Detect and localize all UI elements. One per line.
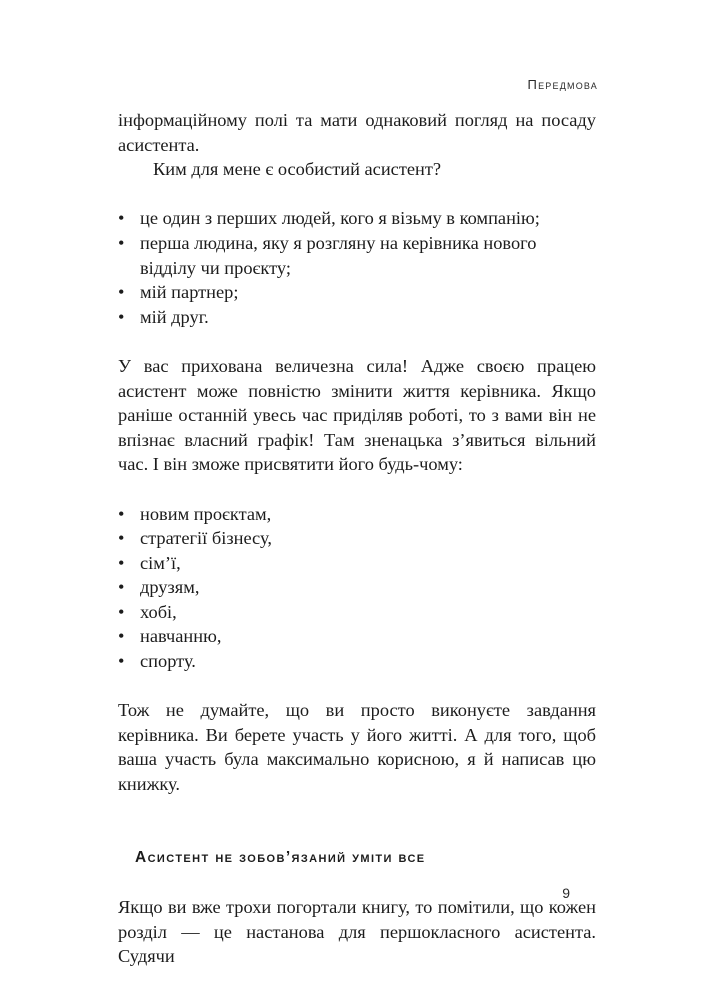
- list-item: [118, 526, 596, 551]
- list-item-text: мій друг.: [140, 306, 209, 327]
- list-item-text: хобі,: [140, 601, 177, 622]
- list-item: [118, 551, 596, 576]
- page-body: [118, 108, 596, 969]
- spacer: [118, 821, 596, 846]
- running-header: Передмова: [527, 77, 598, 92]
- page-number: 9: [562, 885, 570, 901]
- paragraph-power: У вас прихована величезна сила! Адже своєю працею асистент може повністю змінити життя керівника. Якщо раніше останній увесь час приділяв роботі, то з вами він не впізнає власний графік! Там зненацька з’явиться вільний час. І він зможе присвятити його будь-чому:: [118, 355, 596, 475]
- bullet-icon: •: [118, 208, 125, 229]
- bullet-list-time: [118, 502, 596, 674]
- list-item: [118, 280, 596, 305]
- list-item: [118, 305, 596, 330]
- list-item-text: стратегії бізнесу,: [140, 528, 272, 549]
- list-item: [118, 231, 596, 280]
- spacer: [118, 329, 596, 354]
- paragraph-question: Ким для мене є особистий асистент?: [153, 159, 442, 180]
- list-item-text: друзям,: [140, 577, 200, 598]
- spacer: [118, 870, 596, 895]
- bullet-icon: •: [118, 282, 125, 303]
- spacer: [118, 182, 596, 207]
- list-item: [118, 624, 596, 649]
- bullet-icon: •: [118, 552, 125, 573]
- bullet-icon: •: [118, 577, 125, 598]
- spacer: [118, 797, 596, 822]
- list-item: [118, 502, 596, 527]
- bullet-icon: •: [118, 503, 125, 524]
- list-item-text: перша людина, яку я розгляну на керівника нового відділу чи проєкту;: [140, 232, 537, 278]
- paragraph-section-start: Якщо ви вже трохи погортали книгу, то помітили, що кожен розділ — це настанова для першокласного асистента. Судячи: [118, 897, 596, 967]
- bullet-icon: •: [118, 232, 125, 253]
- bullet-list-who: [118, 206, 596, 329]
- spacer: [118, 674, 596, 699]
- section-heading: Асистент не зобов’язаний уміти все: [135, 848, 426, 866]
- paragraph-intro-continued: інформаційному полі та мати однаковий погляд на посаду асистента.: [118, 110, 596, 155]
- bullet-icon: •: [118, 601, 125, 622]
- paragraph-participation: Тож не думайте, що ви просто виконуєте завдання керівника. Ви берете участь у його житті. А для того, щоб ваша участь була максимально корисною, я й написав цю книжку.: [118, 700, 596, 795]
- list-item: [118, 206, 596, 231]
- bullet-icon: •: [118, 306, 125, 327]
- bullet-icon: •: [118, 651, 125, 672]
- list-item-text: сім’ї,: [140, 552, 181, 573]
- bullet-icon: •: [118, 528, 125, 549]
- list-item-text: мій партнер;: [140, 282, 239, 303]
- list-item: [118, 575, 596, 600]
- spacer: [118, 477, 596, 502]
- list-item-text: це один з перших людей, кого я візьму в компанію;: [140, 208, 540, 229]
- list-item: [118, 649, 596, 674]
- list-item-text: спорту.: [140, 651, 196, 672]
- list-item-text: навчанню,: [140, 626, 222, 647]
- list-item-text: новим проєктам,: [140, 503, 272, 524]
- list-item: [118, 600, 596, 625]
- bullet-icon: •: [118, 626, 125, 647]
